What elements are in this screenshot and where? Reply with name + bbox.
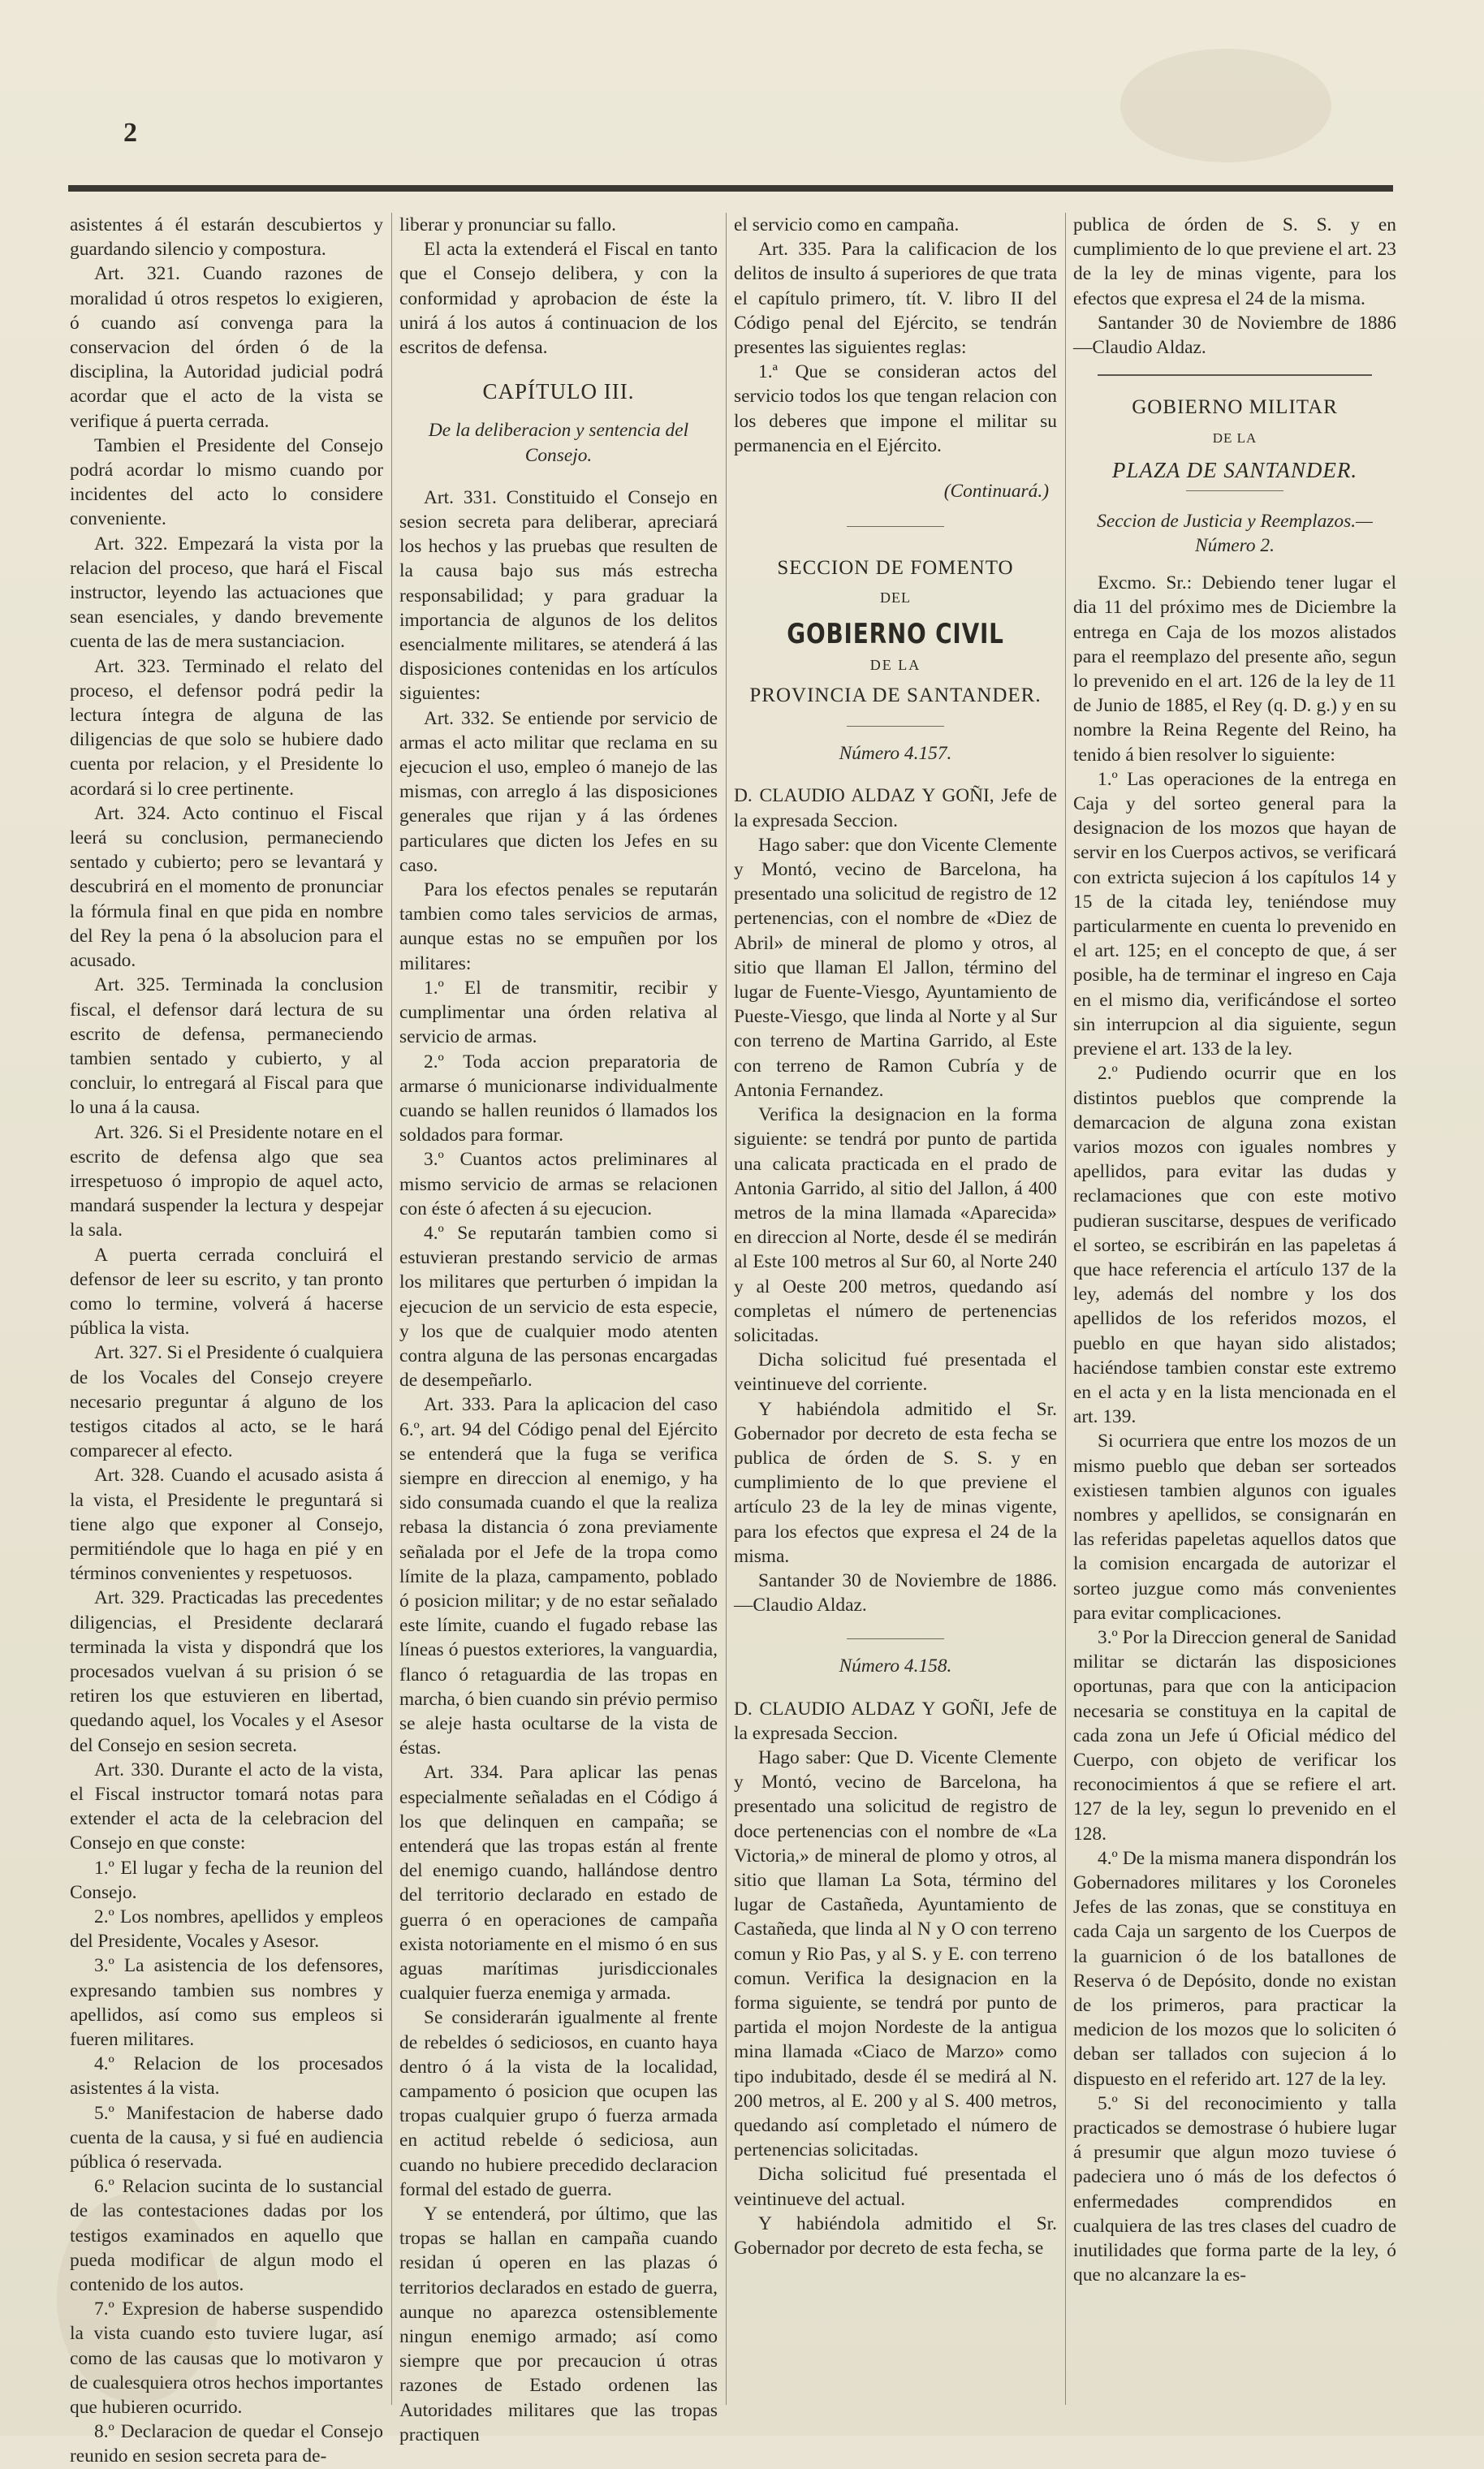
paragraph: publica de órden de S. S. y en cumplimiento de lo que previene el art. 23 de la ley de minas vigente, para los efectos que expresa el 24 de la misma. — [1073, 214, 1396, 309]
page-number: 2 — [123, 118, 137, 148]
notice-number: Número 4.157. — [839, 743, 952, 765]
paragraph: 2.º Pudiendo ocurrir que en los distintos pueblos que comprende la demarcacion de alguna zona existan varios mozos con iguales nombres y apellidos, para evitar las dudas y reclamaciones que con este motivo pudieran suscitarse, despues de verificado el sorteo, se escribirán en las papeletas á que hace referencia el artículo 137 de la ley, además del nombre y los dos apellidos de los referidos mozos, el pueblo en que hayan sido alistados; haciéndose tambien constar este extremo en el acta y en la lista mencionada en el art. 139. — [1073, 1063, 1396, 1428]
paragraph: 4.º Se reputarán tambien como si estuvieran prestando servicio de armas los militares que perturben ó impidan la ejecucion de un servicio de esta especie, y los que de cualquier modo atenten contra alguna de las personas encargadas de desempeñarlo. — [399, 1222, 718, 1392]
notice-number: Número 2. — [1195, 535, 1275, 557]
paragraph: Art. 332. Se entiende por servicio de armas el acto militar que reclama en su ejecucion el uso, empleo ó manejo de las mismas, con arreglo á las disposiciones generales que rijan y á las órdenes particulares que dicten los Jefes en su caso. — [399, 707, 718, 876]
paragraph: Art. 329. Practicadas las precedentes diligencias, el Presidente declarará terminada la vista y dispondrá que los procesados vuelvan á su prision ó se retiren los que estuvieren en libertad, quedando aquel, los Vocales y el Asesor del Consejo en sesion secreta. — [70, 1587, 383, 1756]
column-3 — [734, 213, 1057, 2405]
section-divider — [1186, 490, 1283, 491]
section-divider — [847, 726, 944, 727]
paragraph: A puerta cerrada concluirá el defensor de leer su escrito, y tan pronto como lo termine, volverá á hacerse pública la vista. — [70, 1244, 383, 1340]
column-divider — [1065, 213, 1066, 2405]
justice-section-label: Seccion de Justicia y Reemplazos.— — [1097, 510, 1373, 532]
paragraph: D. CLAUDIO ALDAZ Y GOÑI, Jefe de la expresada Seccion. — [734, 1698, 1057, 1744]
paragraph: Y se entenderá, por último, que las tropas se hallan en campaña cuando residan ú operen en las plazas ó territorios declarados en estado de guerra, aunque no aparezca ostensiblemente ningun enemigo armado; así como siempre que por precaucion ú otras razones de Estado ordenen las Autoridades militares que las tropas practiquen — [399, 2204, 718, 2445]
section-divider — [847, 1638, 944, 1639]
paragraph: 2.º Toda accion preparatoria de armarse ó municionarse individualmente cuando se hallen reunidos ó llamados los soldados para formar. — [399, 1051, 718, 1146]
paragraph: Art. 322. Empezará la vista por la relacion del proceso, que hará el Fiscal instructor, leyendo las actuaciones que sean esenciales, y dando brevemente cuenta de las de mera sustanciacion. — [70, 533, 383, 653]
gobierno-militar-heading: GOBIERNO MILITAR — [1132, 396, 1338, 419]
paragraph: Se considerarán igualmente al frente de rebeldes ó sediciosos, en cuanto haya dentro ó á la vista de la localidad, campamento ó posicion que ocupen las tropas cualquier grupo ó fuerza armada en actitud rebelde ó sediciosa, aun cuando no hubiere precedido declaracion formal del estado de guerra. — [399, 2007, 718, 2200]
paragraph: 6.º Relacion sucinta de lo sustancial de las contestaciones dadas por los testigos examinados en aquello que pueda modificar de algun modo el contenido de los autos. — [70, 2176, 383, 2296]
continued-note: (Continuará.) — [943, 481, 1049, 503]
paragraph: Art. 334. Para aplicar las penas especialmente señaladas en el Código á los que delinquen en campaña; se entenderá que las tropas están al frente del enemigo cuando, hallándose dentro del territorio declarado en estado de guerra ó en operaciones de campaña exista notoriamente en el mismo ó en sus aguas marítimas jurisdiccionales cualquier fuerza enemiga y armada. — [399, 1762, 718, 2005]
paragraph: Art. 331. Constituido el Consejo en sesion secreta para deliberar, apreciará los hechos y las pruebas que resulten de la causa bajo sus más estrecha responsabilidad; y para graduar la importancia de algunos de los delitos esencialmente militares, se atenderá á las disposiciones contenidas en los artículos siguientes: — [399, 486, 718, 705]
paragraph: Art. 328. Cuando el acusado asista á la vista, el Presidente le preguntará si tiene algo que exponer al Consejo, permitiéndole que lo haga en pié y en términos convenientes y respetuosos. — [70, 1465, 383, 1585]
fomento-section-title: SECCION DE FOMENTO — [777, 557, 1014, 580]
paragraph: 3.º Cuantos actos preliminares al mismo servicio de armas se relacionen con éste ó afecten á su ejecucion. — [399, 1149, 718, 1219]
paragraph: Art. 323. Terminado el relato del proceso, el defensor podrá pedir la lectura íntegra de alguna de las diligencias de que solo se hubiere dado cuenta por relacion, y el Presidente lo acordará si lo cree pertinente. — [70, 655, 383, 800]
section-divider — [1098, 374, 1372, 376]
paragraph: Hago saber: que don Vicente Clemente y Montó, vecino de Barcelona, ha presentado una solicitud de registro de 12 pertenencias, con el nombre de «Diez de Abril» de mineral de plomo y otros, al sitio que llaman El Jallon, término del lugar de Fuente-Viesgo, Ayuntamiento de Pueste-Viesgo, que linda al Norte y al Sur con terreno de Martina Garrido, al Este con terreno de Ramon Cubría y de Antonia Fernandez. — [734, 834, 1057, 1101]
paragraph: Si ocurriera que entre los mozos de un mismo pueblo que deban ser sorteados existiesen tambien algunos con iguales nombres y apellidos, se consignarán en las referidas papeletas aquellos datos que la comision encargada de autorizar el sorteo juzgue como más convenientes para evitar complicaciones. — [1073, 1431, 1396, 1624]
paragraph: Dicha solicitud fué presentada el veintinueve del corriente. — [734, 1349, 1057, 1396]
paragraph: 4.º Relacion de los procesados asistentes á la vista. — [70, 2053, 383, 2100]
paragraph: D. CLAUDIO ALDAZ Y GOÑI, Jefe de la expresada Seccion. — [734, 785, 1057, 831]
gobierno-civil-heading: GOBIERNO CIVIL — [787, 617, 1004, 650]
column-divider — [391, 213, 392, 2405]
paragraph: Art. 325. Terminada la conclusion fiscal, el defensor dará lectura de su escrito de defensa, permaneciendo tambien sentado y cubierto, y al concluir, lo entregará al Fiscal para que lo una á la causa. — [70, 974, 383, 1119]
paragraph: 3.º Por la Direccion general de Sanidad militar se dictarán las disposiciones oportunas, para que con la anticipacion necesaria se constituya en la capital de cada zona un Jefe ú Oficial médico del Cuerpo, con objeto de verificar los reconocimientos á que se refiere el art. 127 de la ley, segun lo prevenido en el 128. — [1073, 1626, 1396, 1845]
column-divider — [726, 213, 727, 2405]
paragraph: Santander 30 de Noviembre de 1886. —Claudio Aldaz. — [734, 1569, 1057, 1617]
column-1 — [70, 213, 383, 2467]
paragraph: Art. 321. Cuando razones de moralidad ú otros respetos lo exigieren, ó cuando así convenga para la conservacion del órden ó de la disciplina, la Autoridad judicial podrá acordar que el acto de la vista se verifique á puerta cerrada. — [70, 263, 383, 432]
paragraph: 2.º Los nombres, apellidos y empleos del Presidente, Vocales y Asesor. — [70, 1906, 383, 1953]
paragraph: Verifica la designacion en la forma siguiente: se tendrá por punto de partida una calicata practicada en el prado de Antonia Garrido, al sitio del Jallon, á 400 metros de la mina llamada «Aparecida» en direccion al Norte, desde él se medirán al Este 100 metros al Sur 60, al Norte 240 y al Oeste 200 metros, quedando así completas el número de pertenencias solicitadas. — [734, 1104, 1057, 1346]
paragraph: Dicha solicitud fué presentada el veintinueve del actual. — [734, 2164, 1057, 2210]
paragraph: El acta la extenderá el Fiscal en tanto que el Consejo delibera, y con la conformidad y aprobacion de éste la unirá á los autos á continuacion de los escritos de defensa. — [399, 239, 718, 359]
paragraph: 1.º Las operaciones de la entrega en Caja y del sorteo general para la designacion de los mozos que hayan de servir en los Cuerpos activos, se verificará con extricta sujecion á los capítulos 14 y 15 de la citada ley, teniéndose muy particularmente en cuenta lo prevenido en el art. 125; en el concepto de que, á ser posible, ha de terminar el ingreso en Caja en el mismo dia, verificándose el sorteo sin interrupcion al dia siguiente, segun previene el art. 133 de la ley. — [1073, 768, 1396, 1060]
paragraph: 5.º Si del reconocimiento y talla practicados se demostrase ó hubiere lugar á presumir que algun mozo tuviese ó padeciera uno ó más de los defectos ó enfermedades comprendidos en cualquiera de las tres clases del cuadro de inutilidades que forma parte de la ley, ó que no alcanzare la es- — [1073, 2092, 1396, 2286]
paragraph: liberar y pronunciar su fallo. — [399, 214, 616, 235]
paragraph: Para los efectos penales se reputarán tambien como tales servicios de armas, aunque estas no se empuñen por los militares: — [399, 879, 718, 974]
paragraph: Y habiéndola admitido el Sr. Gobernador por decreto de esta fecha, se — [734, 2212, 1057, 2260]
notice-number: Número 4.158. — [839, 1655, 952, 1677]
paragraph: 1.º El lugar y fecha de la reunion del Consejo. — [70, 1857, 383, 1903]
column-4 — [1073, 213, 1396, 2405]
province-heading: PROVINCIA DE SANTANDER. — [749, 684, 1042, 707]
paragraph: Art. 327. Si el Presidente ó cualquiera de los Vocales del Consejo creyere necesario preguntar á alguno de los testigos citados al acto, se le hará comparecer al efecto. — [70, 1342, 383, 1462]
paragraph: 3.º La asistencia de los defensores, expresando tambien sus nombres y apellidos, así como sus empleos si fueren militares. — [70, 1955, 383, 2051]
paper-stain — [1120, 49, 1331, 162]
paragraph: Y habiéndola admitido el Sr. Gobernador por decreto de esta fecha se publica de órden de S. S. y en cumplimiento de lo que previene el artículo 23 de la ley de minas vigente, para los efectos que expresa el 24 de la misma. — [734, 1398, 1057, 1567]
paragraph: 1.º El de transmitir, recibir y cumplimentar una órden relativa al servicio de armas. — [399, 977, 718, 1048]
column-2 — [399, 213, 718, 2445]
paragraph: 1.ª Que se consideran actos del servicio todos los que tengan relacion con los deberes que impone el militar su permanencia en el Ejército. — [734, 361, 1057, 456]
paragraph: Hago saber: Que D. Vicente Clemente y Montó, vecino de Barcelona, ha presentado una solicitud de registro de doce pertenencias con el nombre de «La Victoria,» de mineral de plomo y otros, al sitio que llaman La Sota, término del lugar de Castañeda, Ayuntamiento de Castañeda, que linda al N y O con terreno comun y Rio Pas, y al S. y E. con terreno comun. Verifica la designacion en la forma siguiente, se tendrá por punto de partida el mojon Nordeste de la antigua mina llamada «Ciaco de Marzo» como tipo indubitado, desde él se medirá al N. 200 metros, al E. 200 y al S. 400 metros, quedando así completado el número de pertenencias solicitadas. — [734, 1746, 1057, 2161]
paragraph: 8.º Declaracion de quedar el Consejo reunido en sesion secreta para de- — [70, 2421, 383, 2467]
paragraph: 7.º Expresion de haberse suspendido la vista cuando esto tuviere lugar, así como de las causas que lo motivaron y de cualesquiera otros hechos importantes que hubieren ocurrido. — [70, 2299, 383, 2419]
paragraph: Tambien el Presidente del Consejo podrá acordar lo mismo cuando por incidentes del acto lo considere conveniente. — [70, 434, 383, 530]
paragraph: asistentes á él estarán descubiertos y guardando silencio y compostura. — [70, 214, 383, 261]
section-divider — [847, 526, 944, 527]
paragraph: 5.º Manifestacion de haberse dado cuenta de la causa, y si fué en audiencia pública ó reservada. — [70, 2102, 383, 2173]
paragraph: Art. 330. Durante el acto de la vista, el Fiscal instructor tomará notas para extender el acta de la celebracion del Consejo en que conste: — [70, 1759, 383, 1854]
paragraph: Art. 335. Para la calificacion de los delitos de insulto á superiores de que trata el capítulo primero, tít. V. libro II del Código penal del Ejército, se tendrán presentes las siguientes reglas: — [734, 239, 1057, 359]
de-la-label: DE LA — [869, 656, 921, 673]
chapter-title: CAPÍTULO III. — [482, 379, 635, 404]
paragraph: Santander 30 de Noviembre de 1886 —Claudio Aldaz. — [1073, 312, 1396, 359]
paragraph: el servicio como en campaña. — [734, 214, 960, 235]
paragraph: 4.º De la misma manera dispondrán los Gobernadores militares y los Coroneles Jefes de las zonas, que se constituya en cada Caja un sargento de los Cuerpos de la guarnicion ó de los batallones de Reserva ó de Depósito, donde no existan de los primeros, para practicar la medicion de los mozos que lo soliciten ó deban ser tallados con sujecion á lo dispuesto en el referido art. 127 de la ley. — [1073, 1847, 1396, 2090]
chapter-subtitle: De la deliberacion y sentencia del Consejo. — [428, 420, 689, 466]
header-rule — [68, 185, 1393, 192]
paragraph: Art. 324. Acto continuo el Fiscal leerá su conclusion, permaneciendo sentado y cubierto; pero se levantará y descubrirá en el momento de pronunciar la fórmula final en que pida en nombre del Rey la pena ó la absolucion para el acusado. — [70, 802, 383, 972]
paragraph: Excmo. Sr.: Debiendo tener lugar el dia 11 del próximo mes de Diciembre la entrega en Caja de los mozos alistados para el reemplazo del presente año, segun lo prevenido en el art. 126 de la ley de 11 de Junio de 1885, el Rey (q. D. g.) y en su nombre la Reina Regente del Reino, ha tenido á bien resolver lo siguiente: — [1073, 572, 1396, 766]
paragraph: Art. 333. Para la aplicacion del caso 6.º, art. 94 del Código penal del Ejército se entenderá que la fuga se verifica siempre en direccion al enemigo, y ha sido consumada cuando el que la realiza rebasa la distancia ó zona previamente señalada por el Jefe de la tropa como límite de la plaza, campamento, poblado ó posicion militar; y de no estar señalado este límite, cuando el fugado rebase las líneas ó puestos exteriores, la vanguardia, flanco ó retaguardia de las tropas en marcha, ó bien cuando sin prévio permiso se aleje hasta ocultarse de la vista de éstas. — [399, 1394, 718, 1759]
paragraph: Art. 326. Si el Presidente notare en el escrito de defensa algo que sea irrespetuoso ó impropio de aquel acto, mandará suspender la lectura y despejar la sala. — [70, 1121, 383, 1241]
fomento-del: DEL — [880, 589, 911, 606]
gov-de-la-label: DE LA — [1212, 430, 1258, 447]
plaza-heading: PLAZA DE SANTANDER. — [1111, 457, 1358, 482]
